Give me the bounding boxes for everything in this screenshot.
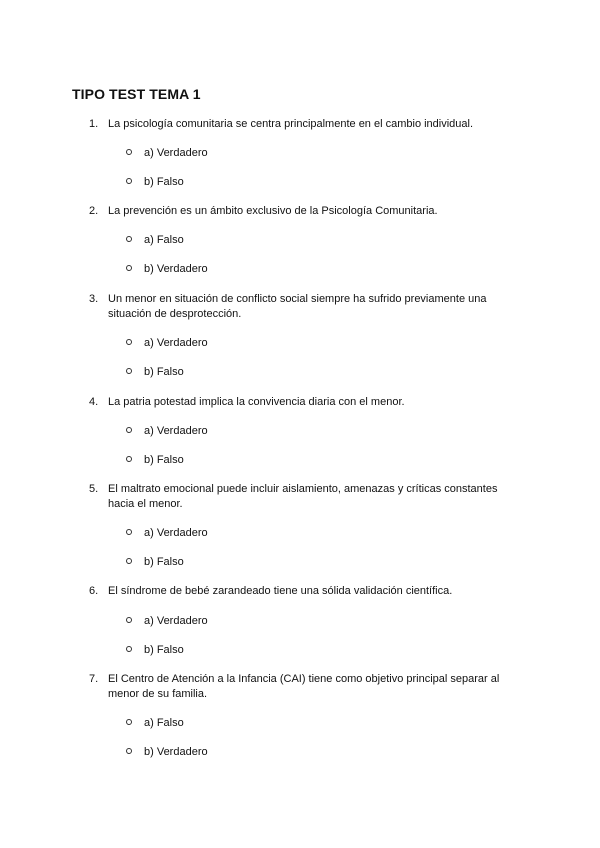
question-number: 4. [89,396,99,408]
question-7-option-b [0,745,600,760]
hollow-bullet-icon [126,427,132,433]
question-6-option-b [0,643,600,658]
document-title: TIPO TEST TEMA 1 [72,86,201,102]
hollow-bullet-icon [126,719,132,725]
option-label: b) Falso [144,644,184,656]
question-text: La psicología comunitaria se centra principalmente en el cambio individual. [108,118,474,130]
hollow-bullet-icon [126,646,132,652]
question-4-option-b [0,453,600,468]
option-label: b) Falso [144,176,184,188]
question-7-option-a [0,716,600,731]
question-2-option-a [0,233,600,248]
option-label: a) Verdadero [144,615,208,627]
hollow-bullet-icon [126,265,132,271]
question-2-option-b [0,262,600,277]
option-label: b) Verdadero [144,263,208,275]
hollow-bullet-icon [126,236,132,242]
option-label: b) Falso [144,556,184,568]
question-text: Un menor en situación de conflicto social siempre ha sufrido previamente una situación de desprotección. [108,293,487,320]
hollow-bullet-icon [126,456,132,462]
question-number: 2. [89,205,99,217]
question-text: La patria potestad implica la convivencia diaria con el menor. [108,396,405,408]
option-label: a) Falso [144,234,184,246]
question-3-option-a [0,336,600,351]
question-number: 1. [89,118,99,130]
hollow-bullet-icon [126,178,132,184]
hollow-bullet-icon [126,617,132,623]
option-label: a) Verdadero [144,337,208,349]
question-text: El síndrome de bebé zarandeado tiene una sólida validación científica. [108,585,453,597]
option-label: a) Verdadero [144,147,208,159]
question-number: 7. [89,673,99,685]
question-5-option-a [0,526,600,541]
question-number: 3. [89,293,99,305]
question-1-option-b [0,175,600,190]
option-label: b) Verdadero [144,746,208,758]
question-number: 6. [89,585,99,597]
option-label: b) Falso [144,366,184,378]
option-label: b) Falso [144,454,184,466]
option-label: a) Verdadero [144,527,208,539]
question-number: 5. [89,483,99,495]
question-text: El maltrato emocional puede incluir aislamiento, amenazas y críticas constantes hacia el menor. [108,483,498,510]
question-1-option-a [0,146,600,161]
question-text: La prevención es un ámbito exclusivo de la Psicología Comunitaria. [108,205,438,217]
question-4-option-a [0,424,600,439]
question-3-option-b [0,365,600,380]
question-text: El Centro de Atención a la Infancia (CAI) tiene como objetivo principal separar al menor de su familia. [108,673,500,700]
hollow-bullet-icon [126,558,132,564]
hollow-bullet-icon [126,529,132,535]
question-6-option-a [0,614,600,629]
question-5-option-b [0,555,600,570]
hollow-bullet-icon [126,149,132,155]
hollow-bullet-icon [126,339,132,345]
hollow-bullet-icon [126,368,132,374]
option-label: a) Falso [144,717,184,729]
option-label: a) Verdadero [144,425,208,437]
hollow-bullet-icon [126,748,132,754]
